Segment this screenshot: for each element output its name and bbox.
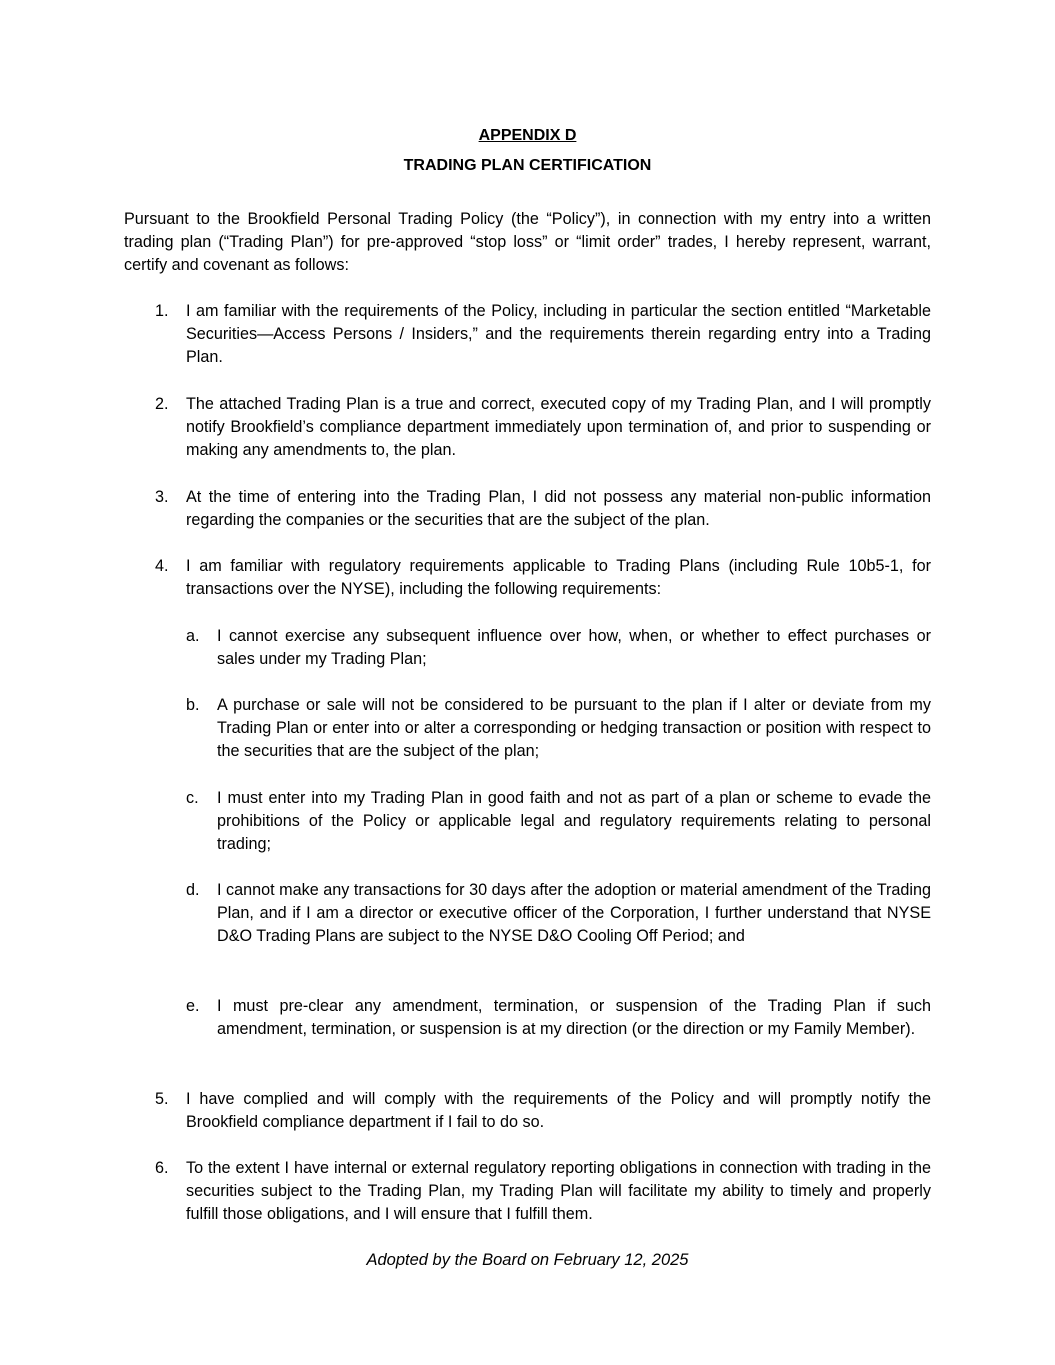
list-item-text: I have complied and will comply with the requirements of the Policy and will promptly notify the Brookfield compliance department if I fail to do so. — [186, 1090, 931, 1132]
list-item-text: At the time of entering into the Trading Plan, I did not possess any material non-public information regarding the companies or the securities that are the subject of the plan. — [186, 488, 931, 530]
sublist-item-text: I cannot make any transactions for 30 days after the adoption or material amendment of the Trading Plan, and if I am a director or executive officer of the Corporation, I further understand that NYSE D&O Trading Plans are subject to the NYSE D&O Cooling Off Period; and — [217, 881, 931, 946]
document-title: TRADING PLAN CERTIFICATION — [403, 157, 652, 174]
list-item-marker: 3. — [155, 488, 169, 506]
sublist-item-text: I must enter into my Trading Plan in good faith and not as part of a plan or scheme to evade the prohibitions of the Policy or applicable legal and regulatory requirements relating to personal trading; — [217, 789, 931, 854]
list-item-text: I am familiar with regulatory requirements applicable to Trading Plans (including Rule 10b5-1, for transactions over the NYSE), including the following requirements: — [186, 557, 931, 599]
sublist-item-text: A purchase or sale will not be considered to be pursuant to the plan if I alter or deviate from my Trading Plan or enter into or alter a corresponding or hedging transaction or position with respect to the securities that are the subject of the plan; — [217, 696, 931, 761]
list-item-text: The attached Trading Plan is a true and correct, executed copy of my Trading Plan, and I will promptly notify Brookfield’s compliance department immediately upon termination of, and prior to suspending or making any amendments to, the plan. — [186, 395, 931, 460]
list-item-marker: 2. — [155, 395, 169, 413]
sublist-item-marker: a. — [186, 627, 200, 645]
list-item-marker: 6. — [155, 1159, 169, 1177]
list-item-text: I am familiar with the requirements of the Policy, including in particular the section entitled “Marketable Securities—Access Persons / Insiders,” and the requirements therein regarding entry into a Trading Plan. — [186, 302, 931, 367]
sublist-item-text: I cannot exercise any subsequent influence over how, when, or whether to effect purchases or sales under my Trading Plan; — [217, 627, 931, 669]
list-item-marker: 4. — [155, 557, 169, 575]
list-item-marker: 5. — [155, 1090, 169, 1108]
sublist-item-marker: c. — [186, 789, 199, 807]
appendix-heading: APPENDIX D — [478, 127, 577, 144]
sublist-item-marker: d. — [186, 881, 200, 899]
list-item-text: To the extent I have internal or external regulatory reporting obligations in connection with trading in the securities subject to the Trading Plan, my Trading Plan will facilitate my ability to timely and properly fulfill those obligations, and I will ensure that I fulfill them. — [186, 1159, 931, 1224]
sublist-item-marker: e. — [186, 997, 200, 1015]
list-item-marker: 1. — [155, 302, 169, 320]
adoption-note: Adopted by the Board on February 12, 2025 — [366, 1251, 689, 1269]
intro-paragraph: Pursuant to the Brookfield Personal Trading Policy (the “Policy”), in connection with my entry into a written trading plan (“Trading Plan”) for pre-approved “stop loss” or “limit order” trades, I hereby represent, warrant, certify and covenant as follows: — [124, 210, 931, 275]
sublist-item-text: I must pre-clear any amendment, termination, or suspension of the Trading Plan if such amendment, termination, or suspension is at my direction (or the direction or my Family Member). — [217, 997, 931, 1039]
sublist-item-marker: b. — [186, 696, 200, 714]
